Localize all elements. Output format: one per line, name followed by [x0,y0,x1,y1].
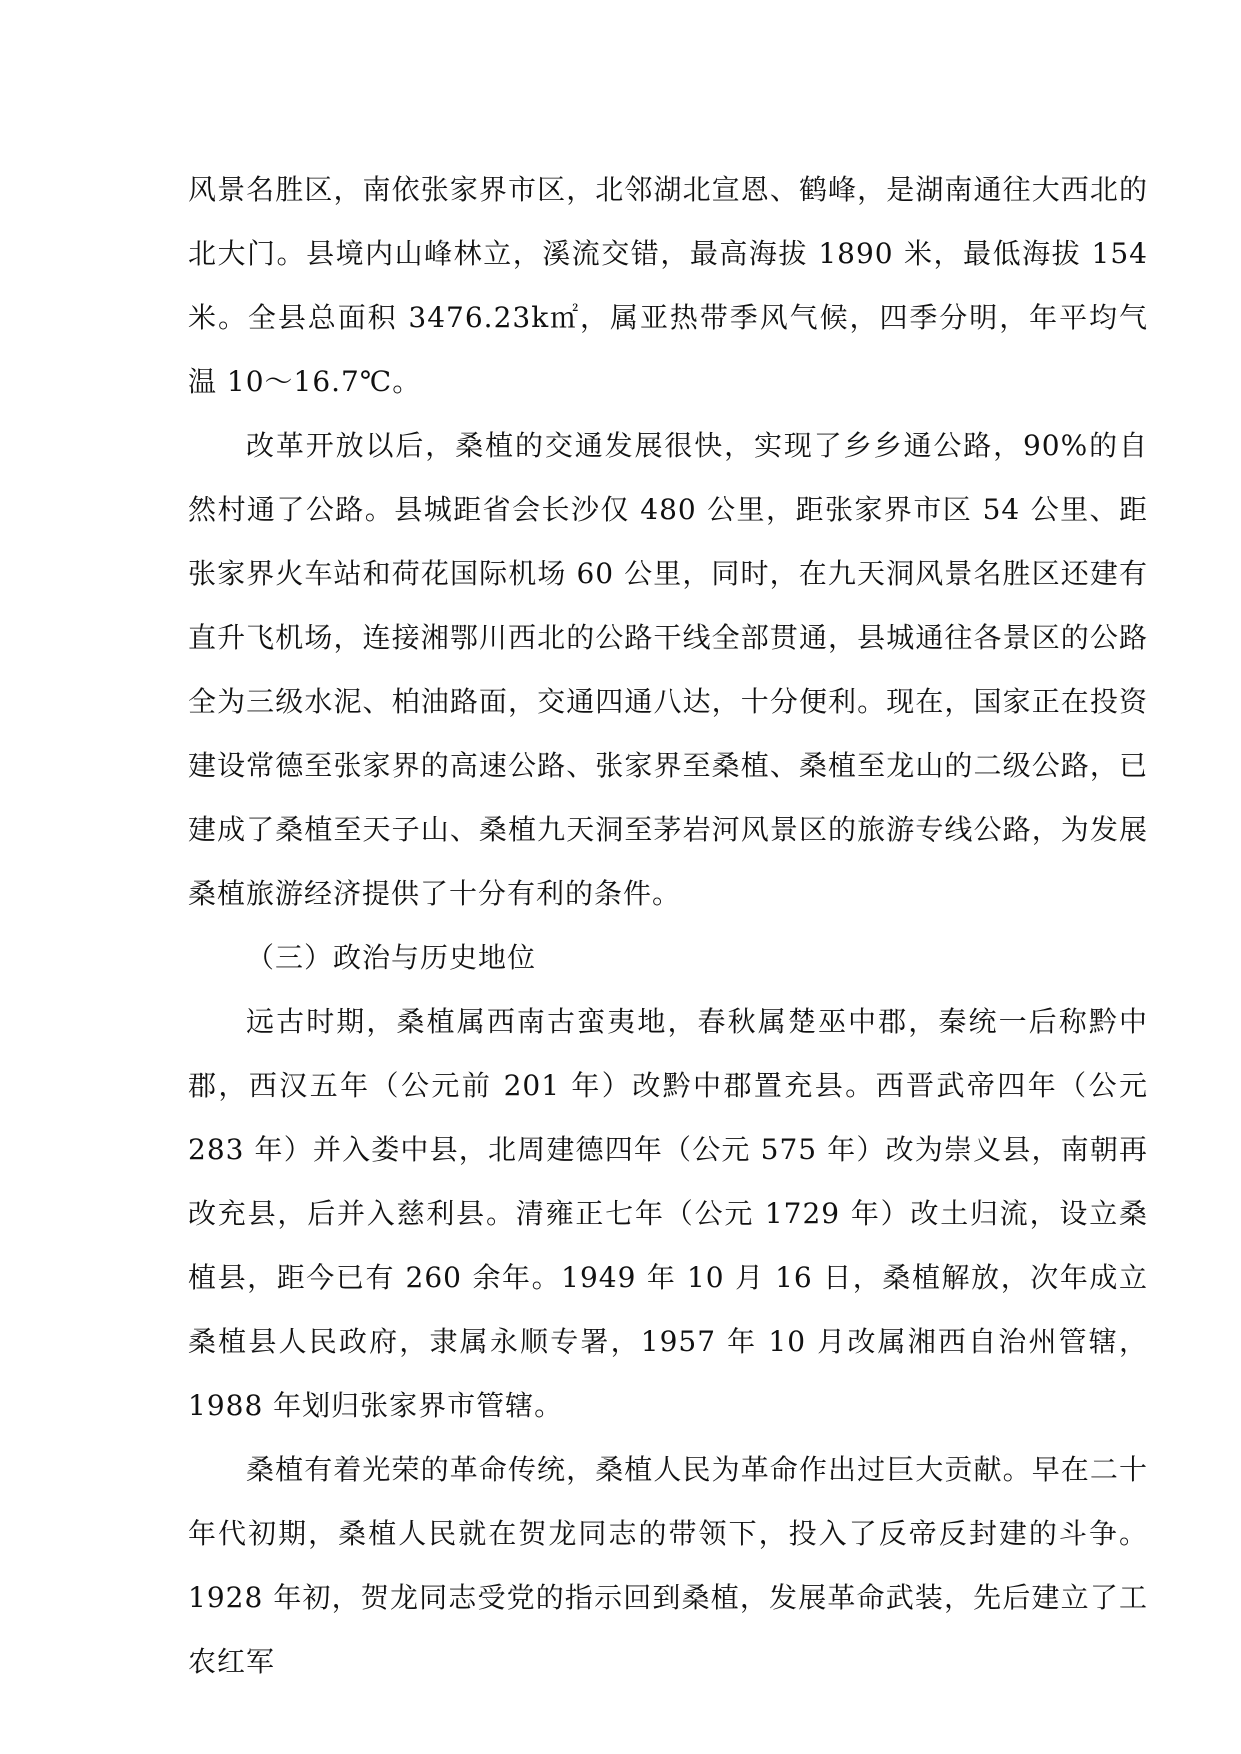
section-heading-politics-history: （三）政治与历史地位 [246,941,537,974]
paragraph-transportation: 改革开放以后，桑植的交通发展很快，实现了乡乡通公路，90%的自然村通了公路。县城距省会长沙仅 480 公里，距张家界市区 54 公里、距张家界火车站和荷花国际机场 60 公里，同时，在九天洞风景名胜区还建有直升飞机场，连接湘鄂川西北的公路干线全部贯通，县城通往各景区的公路全为三级水泥、柏油路面，交通四通八达，十分便利。现在，国家正在投资建设常德至张家界的高速公路、张家界至桑植、桑植至龙山的二级公路，已建成了桑植至天子山、桑植九天洞至茅岩河风景区的旅游专线公路，为发展桑植旅游经济提供了十分有利的条件。 [188,429,1148,910]
body-text [188,158,1148,1694]
paragraph-revolution: 桑植有着光荣的革命传统，桑植人民为革命作出过巨大贡献。早在二十年代初期，桑植人民就在贺龙同志的带领下，投入了反帝反封建的斗争。1928 年初，贺龙同志受党的指示回到桑植，发展革命武装，先后建立了工农红军 [188,1453,1148,1678]
paragraph-history: 远古时期，桑植属西南古蛮夷地，春秋属楚巫中郡，秦统一后称黔中郡，西汉五年（公元前 201 年）改黔中郡置充县。西晋武帝四年（公元 283 年）并入娄中县，北周建德四年（公元 575 年）改为崇义县，南朝再改充县，后并入慈利县。清雍正七年（公元 1729 年）改土归流，设立桑植县，距今已有 260 余年。1949 年 10 月 16 日，桑植解放，次年成立桑植县人民政府，隶属永顺专署，1957 年 10 月改属湘西自治州管辖，1988 年划归张家界市管辖。 [188,1005,1148,1422]
paragraph-geography-continued: 风景名胜区，南依张家界市区，北邻湖北宣恩、鹤峰，是湖南通往大西北的北大门。县境内山峰林立，溪流交错，最高海拔 1890 米，最低海拔 154 米。全县总面积 3476.23k㎡，属亚热带季风气候，四季分明，年平均气温 10～16.7℃。 [188,173,1148,398]
